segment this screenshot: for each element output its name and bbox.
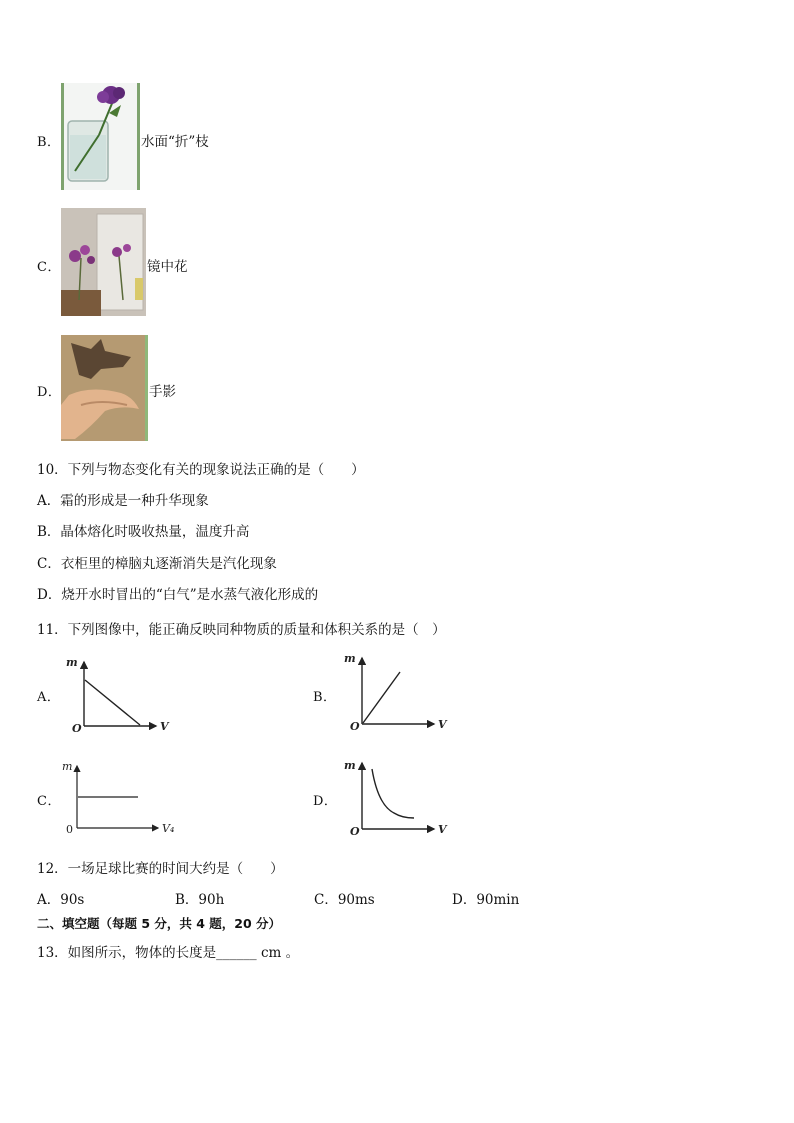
q12-option-c: C．90ms	[314, 892, 375, 908]
q10-stem: 10．下列与物态变化有关的现象说法正确的是（ ）	[37, 462, 365, 478]
graph-c-y-label: m	[62, 760, 73, 773]
q12-option-a: A．90s	[37, 892, 85, 908]
graph-d-inverse-curve	[336, 757, 456, 839]
graph-b-proportional-line	[336, 650, 456, 732]
q10-option-b: B．晶体熔化时吸收热量，温度升高	[37, 524, 250, 540]
q13-stem: 13．如图所示，物体的长度是______ cm 。	[37, 945, 300, 961]
graph-a-decreasing-line	[58, 652, 178, 734]
graph-d-x-label: V	[438, 823, 447, 836]
graph-b-origin: O	[350, 720, 360, 732]
graph-a-y-label: m	[66, 656, 78, 669]
graph-d-origin: O	[350, 825, 360, 838]
flower-mirror-photo	[61, 208, 146, 316]
q10-option-d: D．烧开水时冒出的“白气”是水蒸气液化形成的	[37, 587, 319, 603]
graph-b-y-label: m	[344, 652, 356, 665]
graph-b-label: B．	[313, 690, 337, 705]
graph-a-origin: O	[72, 722, 82, 734]
q12-option-d: D．90min	[452, 892, 520, 908]
graph-c-origin: 0	[66, 823, 73, 836]
q12-stem: 12．一场足球比赛的时间大约是（ ）	[37, 861, 284, 877]
flower-in-water-photo	[61, 83, 140, 190]
option-d-caption: 手影	[149, 384, 176, 400]
graph-b-x-label: V	[438, 718, 447, 731]
hand-shadow-photo	[61, 335, 148, 441]
option-b-label: B．	[37, 135, 61, 150]
graph-d-y-label: m	[344, 759, 356, 772]
graph-d-label: D．	[313, 794, 338, 809]
q11-stem: 11．下列图像中，能正确反映同种物质的质量和体积关系的是（ ）	[37, 622, 446, 638]
option-c-caption: 镜中花	[147, 259, 188, 275]
graph-c-label: C．	[37, 794, 61, 809]
graph-a-x-label: V	[160, 720, 169, 733]
option-c-label: C．	[37, 260, 61, 275]
section-heading: 二、填空题（每题 5 分，共 4 题，20 分）	[37, 916, 282, 931]
q10-option-c: C．衣柜里的樟脑丸逐渐消失是汽化现象	[37, 556, 277, 572]
graph-a-label: A．	[37, 690, 61, 705]
option-d-label: D．	[37, 385, 62, 400]
q12-option-b: B．90h	[175, 892, 225, 908]
q10-option-a: A．霜的形成是一种升华现象	[37, 493, 209, 509]
option-b-caption: 水面“折”枝	[141, 134, 209, 150]
graph-c-x-label: V₄	[162, 822, 175, 835]
graph-c-constant-line	[58, 756, 182, 838]
